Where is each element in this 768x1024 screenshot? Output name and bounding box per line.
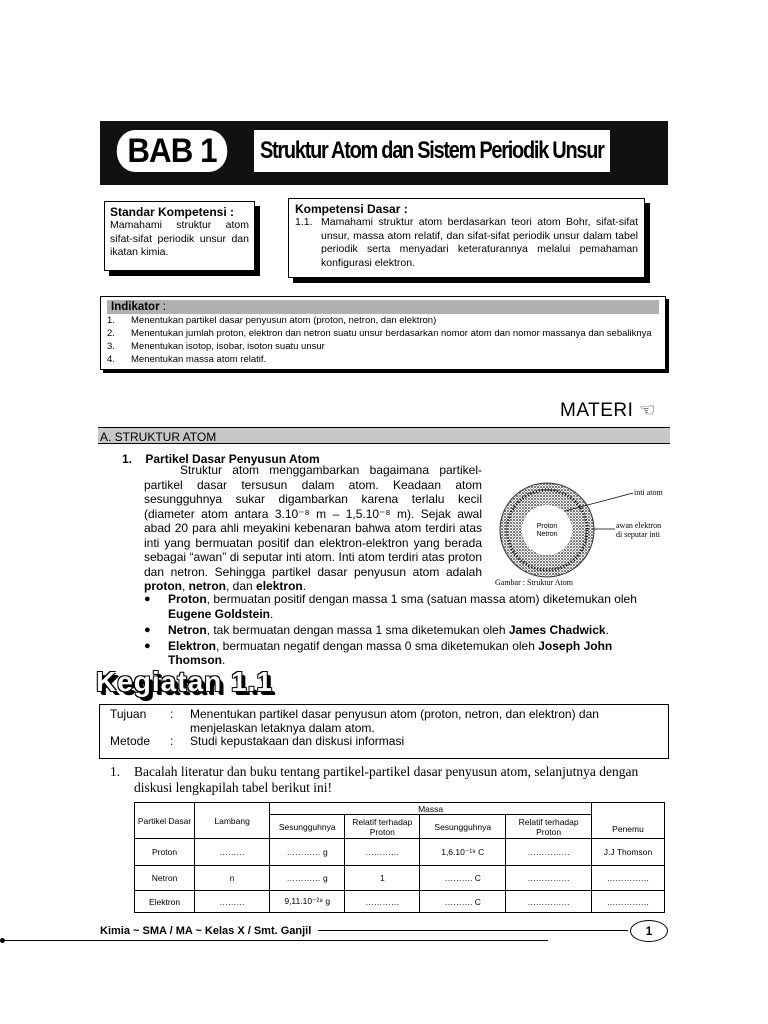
header-sesungguhnya: Sesungguhnya: [270, 815, 345, 839]
inti-atom-label: inti atom: [634, 488, 663, 497]
kegiatan-heading: Kegiatan 1.1: [96, 666, 273, 697]
bullet-icon: ●: [144, 639, 151, 652]
table-row: Elektron ……… 9,11.10⁻²⁸ g ………… ………. C …………… ……………: [135, 891, 665, 913]
table-row: Netron n ………… g 1 ………. C …………… ……………: [135, 866, 665, 891]
header-lambang: Lambang: [195, 803, 270, 839]
pointing-hand-icon: ☜: [639, 400, 656, 420]
paragraph-text: Struktur atom menggambarkan bagaimana partikel-partikel dasar tersusun dalam atom. Keadaan atom sesungguhnya sukar digambarkan karena terlalu kecil (diameter atom antara 3.10⁻⁸ m – 1,5.10⁻⁸ m). Sejak awal abad 20 para ahli meyakini kebenaran bahwa atom terdiri atas inti yang bermuatan positif dan elektron-elektron yang berada sebagai “awan” di seputar inti atom. Inti atom terdiri atas proton dan netron. Sehingga partikel dasar penyusun atom adalah proton, netron, dan elektron.: [144, 463, 482, 593]
header-penemu: Penemu: [592, 803, 665, 839]
standar-kompetensi-title: Standar Kompetensi :: [110, 205, 235, 219]
banner-edge: [656, 121, 668, 185]
bullet-icon: ●: [144, 593, 151, 605]
standar-kompetensi-box: [104, 201, 255, 271]
page-number: 1: [630, 920, 668, 942]
list-item: ● Elektron, bermuatan negatif dengan massa 0 sma diketemukan oleh Joseph John Thomson.: [144, 638, 613, 667]
indikator-title: Indikator :: [107, 300, 659, 314]
subsection-heading: 1. Partikel Dasar Penyusun Atom: [122, 452, 320, 466]
materi-heading: MATERI ☜: [560, 400, 656, 421]
chapter-title: Struktur Atom dan Sistem Periodik Unsur: [254, 130, 610, 172]
kompetensi-dasar-title: Kompetensi Dasar :: [295, 202, 408, 216]
proton-label: Proton: [536, 523, 558, 530]
activity-step: 1. Bacalah literatur dan buku tentang partikel-partikel dasar penyusun atom, selanjutnya dengan diskusi lengkapilah tabel berikut ini!: [110, 764, 639, 795]
standar-kompetensi-text: Mamahami struktur atom sifat-sifat periodik unsur dan ikatan kimia.: [110, 219, 249, 258]
indikator-item: 4. Menentukan massa atom relatif.: [107, 354, 267, 365]
header-sesungguhnya: Sesungguhnya: [420, 815, 506, 839]
indikator-item: 2. Menentukan jumlah proton, elektron dan netron suatu unsur berdasarkan nomor atom dan nomor massanya dan sebaliknya: [107, 328, 652, 339]
header-relatif: Relatif terhadap Proton: [345, 815, 420, 839]
table-row: Proton ……… ………… g ………… 1,6.10⁻¹⁹ C …………… J.J Thomson: [135, 839, 665, 866]
header-massa: Massa: [270, 803, 592, 815]
list-item: ● Proton, bermuatan positif dengan massa 1 sma (satuan massa atom) diketemukan oleh Eugene Goldstein.: [144, 592, 637, 621]
metode-row: Metode : Studi kepustakaan dan diskusi informasi: [110, 734, 405, 748]
kompetensi-dasar-box: [288, 198, 645, 278]
chapter-label: BAB 1: [117, 130, 227, 172]
section-bar: [98, 427, 670, 444]
indikator-item: 1. Menentukan partikel dasar penyusun atom (proton, netron, dan elektron): [107, 315, 437, 326]
footer-rule-right: [318, 930, 628, 931]
particle-list: [144, 592, 670, 669]
indikator-item: 3. Menentukan isotop, isobar, isoton suatu unsur: [107, 341, 325, 352]
footer-text: Kimia ~ SMA / MA ~ Kelas X / Smt. Ganjil: [100, 925, 312, 937]
awan-elektron-label-2: di seputar inti: [616, 530, 660, 539]
footer-dot: [0, 938, 5, 943]
particle-table: [134, 802, 665, 913]
header-relatif: Relatif terhadap Proton: [506, 815, 592, 839]
figure-caption: Gambar : Struktur Atom: [495, 578, 573, 587]
netron-label: Netron: [536, 531, 558, 538]
section-title: A. STRUKTUR ATOM: [100, 430, 217, 444]
footer-rule: [0, 940, 548, 941]
list-item: ● Netron, tak bermuatan dengan massa 1 sma diketemukan oleh James Chadwick.: [144, 622, 609, 637]
atom-diagram: [495, 471, 671, 589]
awan-elektron-label: awan elektron: [616, 521, 662, 530]
tujuan-metode-box: [99, 704, 669, 759]
atom-structure-figure: [495, 471, 671, 589]
header-partikel: Partikel Dasar: [135, 803, 195, 839]
kompetensi-dasar-item: 1.1. Mamahami struktur atom berdasarkan teori atom Bohr, sifat-sifat unsur, massa atom relatif, dan sifat-sifat periodik unsur dalam tabel periodik serta menyadari keteraturannya melalui pemahaman konfigurasi elektron.: [295, 216, 638, 269]
bullet-icon: ●: [144, 623, 151, 636]
tujuan-row: Tujuan : Menentukan partikel dasar penyusun atom (proton, netron, dan elektron) dan menjelaskan letaknya dalam atom.: [110, 707, 599, 735]
indikator-box: [100, 296, 666, 370]
